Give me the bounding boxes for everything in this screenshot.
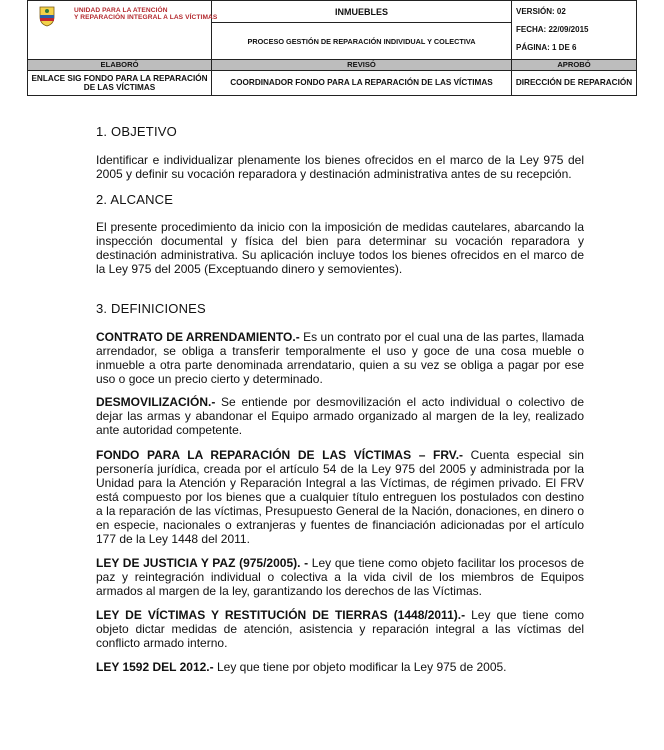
label-elaboro: ELABORÓ [28, 60, 212, 71]
definition-item [96, 330, 584, 386]
section-definiciones-title: 3. DEFINICIONES [96, 301, 206, 316]
definition-term: FONDO PARA LA REPARACIÓN DE LAS VÍCTIMAS – FRV.- [96, 448, 464, 462]
logo-text [74, 7, 217, 22]
logo-text-line2: Y REPARACIÓN INTEGRAL A LAS VÍCTIMAS [74, 14, 218, 22]
reviso-value: COORDINADOR FONDO PARA LA REPARACIÓN DE LAS VÍCTIMAS [212, 71, 512, 96]
definition-term: CONTRATO DE ARRENDAMIENTO.- [96, 330, 300, 344]
definition-term: DESMOVILIZACIÓN.- [96, 395, 216, 409]
definition-term: LEY DE JUSTICIA Y PAZ (975/2005). - [96, 556, 309, 570]
doc-type: INMUEBLES [212, 1, 512, 23]
logo-text-line1: UNIDAD PARA LA ATENCIÓN [74, 7, 168, 14]
section-objetivo-text: Identificar e individualizar plenamente los bienes ofrecidos en el marco de la Ley 975 del 2005 y definir su vocación reparadora y destinación administrativa antes de su recepción. [96, 153, 584, 181]
definition-item [96, 448, 584, 546]
definition-text: Cuenta especial sin personería jurídica, creada por el artículo 54 de la Ley 975 del 2005 y administrada por la Unidad para la Atención y Reparación Integral a las Víctimas, de régimen privado. El FRV está compuesto por los bienes que a cualquier título entreguen los postulados con destino a la reparación de las víctimas, Presupuesto General de la Nación, donaciones, en dinero o en especie, nacionales o extranjeras y fuentes de financiación adicionadas por el artículo 177 de la Ley 1448 del 2011. [96, 448, 584, 546]
page-label: PÁGINA: 1 DE 6 [516, 43, 577, 52]
elaboro-value: ENLACE SIG FONDO PARA LA REPARACIÓN DE LAS VÍCTIMAS [28, 71, 212, 96]
definition-text: Ley que tiene como objeto dictar medidas de atención, asistencia y reparación integral a las víctimas del conflicto armado interno. [96, 608, 584, 650]
definition-term: LEY DE VÍCTIMAS Y RESTITUCIÓN DE TIERRAS (1448/2011).- [96, 608, 466, 622]
section-alcance-text: El presente procedimiento da inicio con la imposición de medidas cautelares, abarcando la inspección documental y física del bien para determinar su vocación reparadora y destinación administrativa. Su aplicación incluye todos los bienes ofrecidos en el marco de la Ley 975 del 2005 (Exceptuando dinero y semovientes). [96, 220, 584, 276]
definition-item [96, 660, 584, 674]
definition-item [96, 608, 584, 650]
definition-term: LEY 1592 DEL 2012.- [96, 660, 214, 674]
logo-cell [28, 1, 218, 60]
definition-text: Se entiende por desmovilización el acto individual o colectivo de dejar las armas y abandonar el Equipo armado organizado al margen de la ley, realizado ante autoridad competente. [96, 395, 584, 437]
definition-text: Es un contrato por el cual una de las partes, llamada arrendador, se obliga a transferir temporalmente el uso y goce de una cosa mueble o inmueble a otra parte denominada arrendatario, quien a su vez se obliga a pagar por ese uso o goce un precio cierto y determinado. [96, 330, 584, 386]
aprobo-value: DIRECCIÓN DE REPARACIÓN [512, 71, 637, 96]
section-objetivo-title: 1. OBJETIVO [96, 124, 177, 139]
document-body [96, 124, 584, 674]
process-name: PROCESO GESTIÓN DE REPARACIÓN INDIVIDUAL Y COLECTIVA [212, 23, 512, 60]
date-label: FECHA: 22/09/2015 [516, 25, 589, 34]
section-alcance-title: 2. ALCANCE [96, 192, 174, 207]
definition-text: Ley que tiene por objeto modificar la Ley 975 de 2005. [213, 660, 507, 674]
definition-item [96, 556, 584, 598]
version-label: VERSIÓN: 02 [516, 7, 566, 16]
doc-meta-cell [512, 1, 637, 60]
definition-text: Ley que tiene como objeto facilitar los procesos de paz y reintegración individual o colectiva a la vida civil de los miembros de Equipos armados al margen de la ley, garantizando los derechos de las Víctimas. [96, 556, 585, 598]
label-aprobo: APROBÓ [512, 60, 637, 71]
coat-of-arms-icon [36, 5, 58, 27]
document-header-table [27, 0, 637, 96]
label-reviso: REVISÓ [212, 60, 512, 71]
definition-item [96, 395, 584, 437]
